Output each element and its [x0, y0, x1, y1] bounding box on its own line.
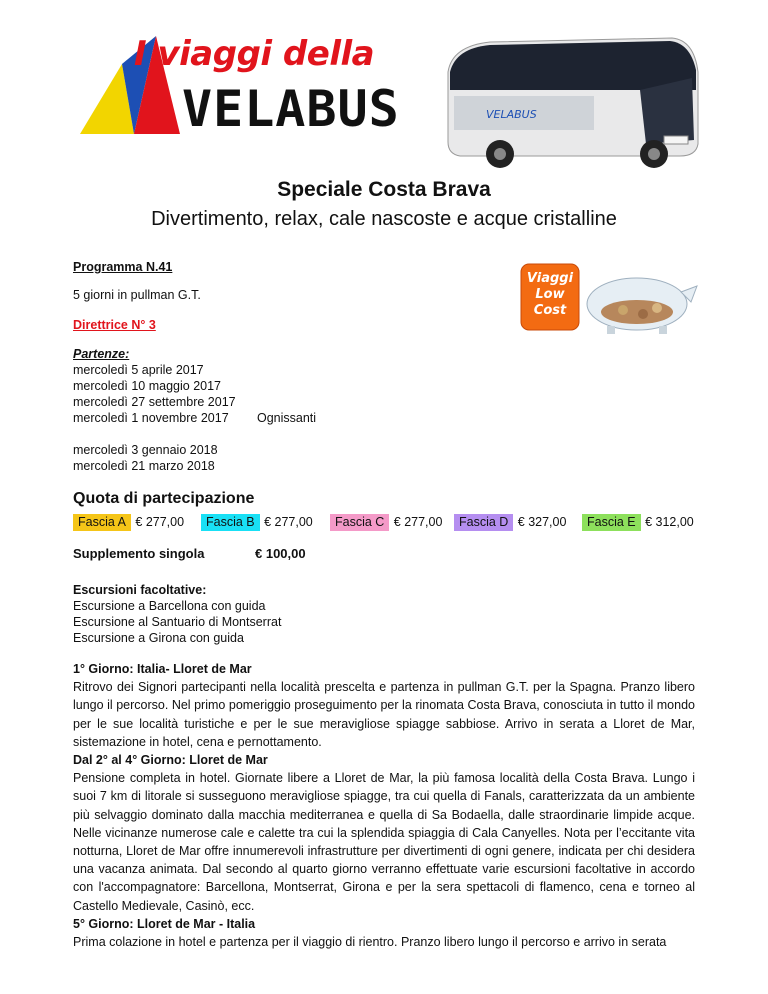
supplemento-price: € 100,00 — [255, 546, 306, 561]
fascia-c-label: Fascia C — [330, 514, 389, 531]
logo — [72, 26, 452, 146]
supplemento-label: Supplemento singola — [73, 546, 205, 561]
excursion-item: Escursione al Santuario di Montserrat — [73, 615, 282, 629]
logo-line2: VELABUS — [182, 80, 400, 138]
svg-text:Cost: Cost — [533, 303, 567, 318]
direttrice: Direttrice N° 3 — [73, 318, 156, 332]
day-heading: Dal 2° al 4° Giorno: Lloret de Mar — [73, 753, 268, 768]
fascia-d-label: Fascia D — [454, 514, 513, 531]
svg-text:VELABUS: VELABUS — [486, 108, 537, 121]
page-subtitle: Divertimento, relax, cale nascoste e acque cristalline — [151, 208, 617, 230]
departures-label: Partenze: — [73, 347, 130, 361]
svg-text:Viaggi: Viaggi — [526, 271, 574, 286]
fascia-row — [330, 513, 442, 531]
quota-title: Quota di partecipazione — [73, 490, 255, 507]
svg-text:Low: Low — [535, 287, 565, 302]
fascia-a-price: € 277,00 — [135, 515, 185, 529]
day-heading: 5° Giorno: Lloret de Mar - Italia — [73, 916, 256, 931]
logo-line1: I viaggi della — [134, 34, 375, 74]
departure-date: mercoledì 21 marzo 2018 — [73, 459, 215, 473]
fascia-a-label: Fascia A — [73, 514, 131, 531]
fascia-e-price: € 312,00 — [645, 515, 694, 529]
bus-image — [440, 32, 702, 172]
departure-date: mercoledì 27 settembre 2017 — [73, 395, 236, 409]
fascia-row — [201, 513, 313, 531]
day-text: Prima colazione in hotel e partenza per il viaggio di rientro. Pranzo libero lungo il percorso e arrivo in serata — [73, 935, 667, 950]
fascia-row — [454, 513, 566, 531]
fascia-b-price: € 277,00 — [264, 515, 313, 529]
fascia-e-label: Fascia E — [582, 514, 641, 531]
itinerary — [73, 660, 695, 951]
low-cost-badge — [519, 262, 709, 334]
excursion-item: Escursione a Girona con guida — [73, 631, 244, 645]
page-title: Speciale Costa Brava — [277, 178, 491, 201]
day-text: Pensione completa in hotel. Giornate libere a Lloret de Mar, la più famosa località della Costa Brava. Lungo i suoi 7 km di litorale si susseguono meravigliose spiagge, tra cui quella di Fanals, caratterizzata da un ambiente più selvaggio dominato dalla macchia mediterranea e quella di Sa Bodaella, dalle straordinarie limpide acque. Nelle vicinanze numerose cale e calette tra cui la splendida spiaggia di Cala Canyelles. Nota per l’eccitante vita notturna, Lloret de Mar offre innumerevoli infrastrutture per divertimenti di ogni genere, indicata per chi desidera una vacanza animata. Dal secondo al quarto giorno verranno effettuate varie escursioni facoltative in accordo con l'accompagnatore: Barcellona, Montserrat, Girona e per la sera spettacoli di flamenco, cena e torneo al Castello Medievale, Casinò, ecc. — [73, 771, 695, 913]
fascia-c-price: € 277,00 — [393, 515, 443, 529]
program-duration: 5 giorni in pullman G.T. — [73, 288, 201, 302]
excursion-item: Escursione a Barcellona con guida — [73, 599, 266, 613]
departure-date: mercoledì 3 gennaio 2018 — [73, 443, 218, 457]
day-heading: 1° Giorno: Italia- Lloret de Mar — [73, 662, 252, 676]
departure-date: mercoledì 5 aprile 2017 — [73, 363, 204, 377]
departure-date: mercoledì 10 maggio 2017 — [73, 379, 222, 393]
fascia-row — [582, 513, 694, 531]
day-text: Ritrovo dei Signori partecipanti nella località prescelta e partenza in pullman G.T. per la Spagna. Pranzo libero lungo il percorso. Nel primo pomeriggio proseguimento per la rinomata Costa Brava, conosciuta in tutto il mondo per le sue località turistiche e per le sue meravigliose spiagge sabbiose. Arrivo in serata a Lloret de Mar, sistemazione in hotel, cena e pernottamento. — [73, 680, 695, 749]
excursions-title: Escursioni facoltative: — [73, 583, 207, 597]
fascia-row — [73, 513, 184, 531]
departure-date: mercoledì 1 novembre 2017 — [73, 411, 229, 425]
departure-note: Ognissanti — [257, 411, 317, 425]
fascia-b-label: Fascia B — [201, 514, 260, 531]
fascia-d-price: € 327,00 — [517, 515, 567, 529]
program-number: Programma N.41 — [73, 260, 173, 274]
